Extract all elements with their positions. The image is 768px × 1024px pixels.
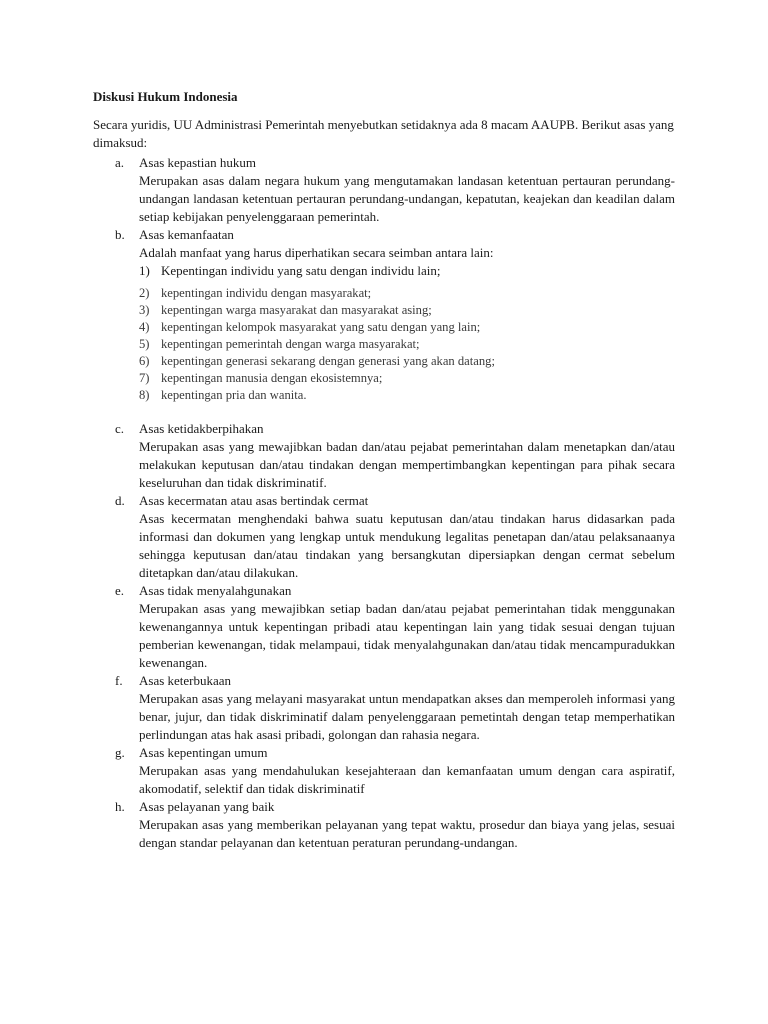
item-heading: Asas keterbukaan xyxy=(139,673,232,688)
sublist-item xyxy=(139,370,675,387)
document-content xyxy=(93,88,675,852)
list-item xyxy=(93,672,675,744)
item-body: Merupakan asas yang mewajibkan setiap badan dan/atau pejabat pemerintahan tidak menggunakan kewenangannya untuk kepentingan pribadi atau kepentingan lain yang tidak sesuai dengan tujuan pemberian kewenangan, tidak melampaui, tidak menyalahgunakan dan/atau tidak mencampuradukkan kewenangan. xyxy=(139,601,675,670)
list-item xyxy=(93,744,675,798)
sublist-text: kepentingan generasi sekarang dengan generasi yang akan datang; xyxy=(161,354,495,368)
document-title: Diskusi Hukum Indonesia xyxy=(93,89,238,104)
item-heading: Asas kecermatan atau asas bertindak cermat xyxy=(139,493,369,508)
item-body: Adalah manfaat yang harus diperhatikan secara seimban antara lain: xyxy=(139,245,494,260)
sublist-text: kepentingan individu dengan masyarakat; xyxy=(161,286,372,300)
item-letter: g. xyxy=(115,745,125,760)
sublist-number: 4) xyxy=(139,320,150,334)
sublist-item xyxy=(139,319,675,336)
sublist-number: 3) xyxy=(139,303,150,317)
item-body: Merupakan asas yang memberikan pelayanan yang tepat waktu, prosedur dan biaya yang jelas, sesuai dengan standar pelayanan dan ketentuan peraturan perundang-undangan. xyxy=(139,817,675,850)
item-heading: Asas tidak menyalahgunakan xyxy=(139,583,292,598)
sublist-item xyxy=(139,353,675,370)
sublist-number: 2) xyxy=(139,286,150,300)
item-body: Merupakan asas yang mendahulukan kesejahteraan dan kemanfaatan umum dengan cara aspiratif, akomodatif, selektif dan tidak diskriminatif xyxy=(139,763,675,796)
sublist-item xyxy=(139,302,675,319)
item-letter: a. xyxy=(115,155,125,170)
benefit-sublist xyxy=(139,262,675,404)
sublist-item xyxy=(139,262,675,280)
intro-paragraph: Secara yuridis, UU Administrasi Pemerintah menyebutkan setidaknya ada 8 macam AAUPB. Berikut asas yang dimaksud: xyxy=(93,117,674,150)
item-heading: Asas pelayanan yang baik xyxy=(139,799,275,814)
item-heading: Asas kemanfaatan xyxy=(139,227,234,242)
list-item xyxy=(93,420,675,492)
item-heading: Asas kepastian hukum xyxy=(139,155,256,170)
sublist-number: 5) xyxy=(139,337,150,351)
list-item xyxy=(93,798,675,852)
sublist-number: 8) xyxy=(139,388,150,402)
list-item xyxy=(93,226,675,404)
principles-list xyxy=(93,154,675,852)
item-body: Merupakan asas yang mewajibkan badan dan/atau pejabat pemerintahan dalam menetapkan dan/atau melakukan keputusan dan/atau tindakan dengan mempertimbangkan kepentingan para pihak secara keseluruhan dan tidak diskriminatif. xyxy=(139,439,675,490)
sublist-text: kepentingan warga masyarakat dan masyarakat asing; xyxy=(161,303,432,317)
list-item xyxy=(93,582,675,672)
item-letter: b. xyxy=(115,227,125,242)
item-letter: c. xyxy=(115,421,125,436)
item-letter: d. xyxy=(115,493,125,508)
sublist-text: kepentingan pria dan wanita. xyxy=(161,388,307,402)
list-item xyxy=(93,154,675,226)
sublist-number: 7) xyxy=(139,371,150,385)
list-item xyxy=(93,492,675,582)
sublist-item xyxy=(139,285,675,302)
item-body: Asas kecermatan menghendaki bahwa suatu keputusan dan/atau tindakan harus didasarkan pada informasi dan dokumen yang lengkap untuk mendukung legalitas penetapan dan/atau pelaksanaanya sehingga keputusan dan/atau tindakan yang bersangkutan dipersiapkan dengan cermat sebelum ditetapkan dan/atau dilakukan. xyxy=(139,511,675,580)
sublist-text: Kepentingan individu yang satu dengan individu lain; xyxy=(161,263,441,278)
sublist-number: 6) xyxy=(139,354,150,368)
item-heading: Asas kepentingan umum xyxy=(139,745,268,760)
sublist-item xyxy=(139,336,675,353)
sublist-number: 1) xyxy=(139,263,150,278)
item-heading: Asas ketidakberpihakan xyxy=(139,421,264,436)
sublist-text: kepentingan kelompok masyarakat yang satu dengan yang lain; xyxy=(161,320,481,334)
sublist-item xyxy=(139,387,675,404)
item-letter: h. xyxy=(115,799,125,814)
sublist-text: kepentingan pemerintah dengan warga masyarakat; xyxy=(161,337,420,351)
item-body: Merupakan asas yang melayani masyarakat untun mendapatkan akses dan memperoleh informasi yang benar, jujur, dan tidak diskriminatif dalam penyelenggaraan pemetintah dengan tetap memperhatikan perlindungan atas hak asasi pribadi, golongan dan rahasia negara. xyxy=(139,691,675,742)
item-letter: f. xyxy=(115,673,123,688)
item-letter: e. xyxy=(115,583,125,598)
sublist-text: kepentingan manusia dengan ekosistemnya; xyxy=(161,371,383,385)
item-body: Merupakan asas dalam negara hukum yang mengutamakan landasan ketentuan pertauran perundang-undangan landasan ketentuan pertauran perundang-undangan, kepatutan, keajekan dan keadilan dalam setiap kebijakan penyelenggaraan pemerintah. xyxy=(139,173,675,224)
